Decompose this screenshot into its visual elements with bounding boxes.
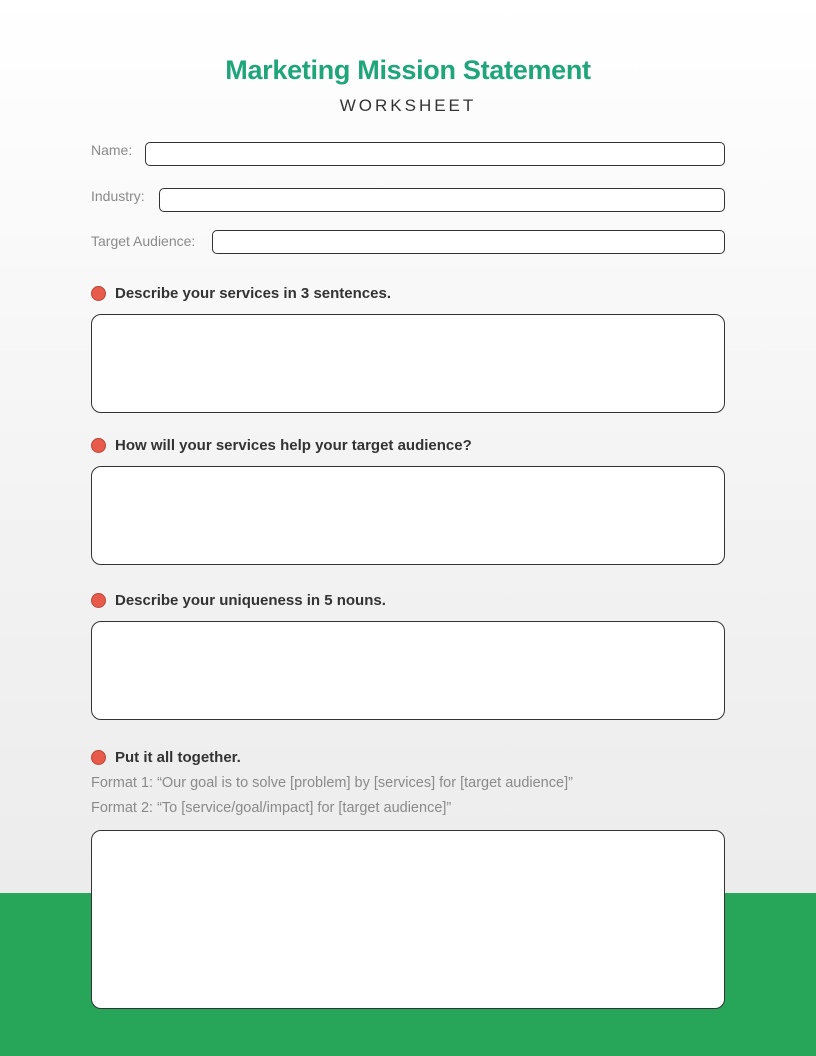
- bullet-dot-icon: [91, 750, 106, 765]
- name-label: Name:: [91, 142, 133, 158]
- bullet-dot-icon: [91, 593, 106, 608]
- question-help-audience-label: How will your services help your target audience?: [115, 437, 472, 454]
- target-audience-input[interactable]: [212, 230, 725, 254]
- bullet-dot-icon: [91, 438, 106, 453]
- question-put-together: [91, 749, 241, 766]
- format-1-text: Format 1: “Our goal is to solve [problem] by [services] for [target audience]”: [91, 775, 573, 791]
- format-2-text: Format 2: “To [service/goal/impact] for [target audience]”: [91, 800, 452, 816]
- page-title: Marketing Mission Statement: [225, 55, 591, 85]
- help-audience-answer-box[interactable]: [91, 466, 725, 565]
- question-services-label: Describe your services in 3 sentences.: [115, 285, 391, 302]
- services-answer-box[interactable]: [91, 314, 725, 413]
- uniqueness-answer-box[interactable]: [91, 621, 725, 720]
- question-uniqueness-label: Describe your uniqueness in 5 nouns.: [115, 592, 386, 609]
- page-subtitle: WORKSHEET: [339, 96, 477, 115]
- bullet-dot-icon: [91, 286, 106, 301]
- mission-statement-answer-box[interactable]: [91, 830, 725, 1009]
- name-input[interactable]: [145, 142, 725, 166]
- industry-label: Industry:: [91, 188, 145, 204]
- question-help-audience: [91, 437, 472, 454]
- target-audience-label: Target Audience:: [91, 233, 196, 249]
- question-services: [91, 285, 391, 302]
- question-put-together-label: Put it all together.: [115, 749, 241, 766]
- question-uniqueness: [91, 592, 386, 609]
- industry-input[interactable]: [159, 188, 725, 212]
